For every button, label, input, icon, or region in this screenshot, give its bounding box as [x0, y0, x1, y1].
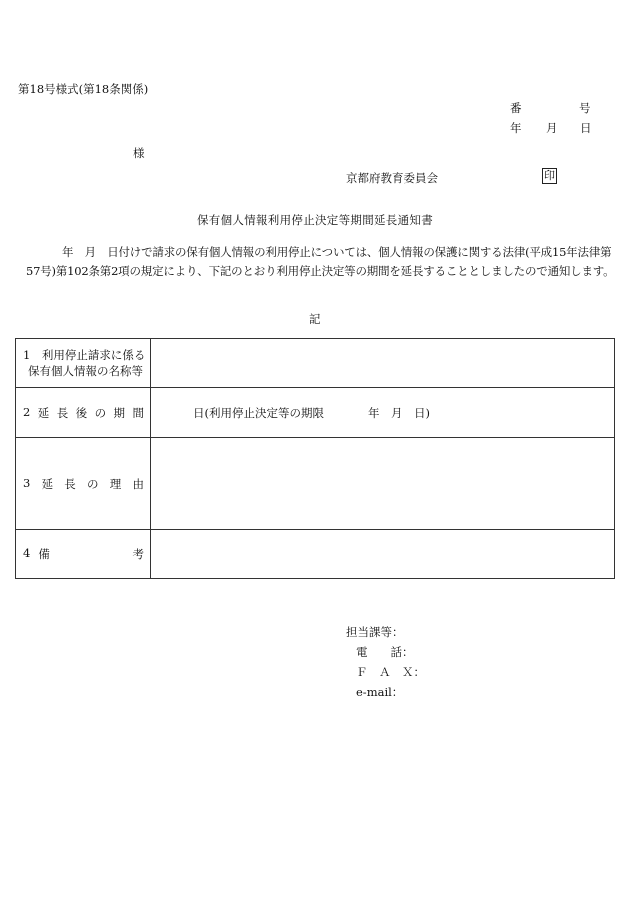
- document-title: 保有個人情報利用停止決定等期間延長通知書: [197, 213, 433, 227]
- table-row: [16, 530, 615, 579]
- date-month-label: 月: [546, 121, 558, 135]
- row-value-reason: [151, 438, 615, 530]
- table-row: [16, 388, 615, 438]
- row-label-remarks: 4 備 考: [16, 530, 151, 579]
- row-label-reason: 3 延 長 の 理 由: [16, 438, 151, 530]
- table-row: [16, 438, 615, 530]
- period-date: 年 月 日): [368, 405, 430, 420]
- issuer-name: 京都府教育委員会: [346, 171, 438, 185]
- row-number: 1: [23, 348, 31, 362]
- body-paragraph: 年 月 日付けで請求の保有個人情報の利用停止については、個人情報の保護に関する法律(平成15年法律第57号)第102条第2項の規定により、下記のとおり利用停止決定等の期間を延長することとしましたので通知します。: [26, 245, 615, 278]
- addressee-honorific: 様: [133, 146, 145, 160]
- contact-fax: Ｆ Ａ Ｘ：: [356, 665, 425, 679]
- number-label: 番: [510, 101, 522, 115]
- contact-phone: 電 話：: [356, 645, 414, 659]
- contact-dept: 担当課等：: [346, 625, 404, 639]
- row-value-remarks: [151, 530, 615, 579]
- row-label-line1: 利用停止請求に係る: [41, 348, 146, 362]
- row-label-period: 2 延 長 後 の 期 間: [16, 388, 151, 438]
- period-prefix: 日(利用停止決定等の期限: [193, 405, 324, 420]
- row-label-name: [16, 339, 151, 388]
- ki-heading: 記: [309, 312, 321, 326]
- row-value-name: [151, 339, 615, 388]
- number-suffix: 号: [579, 101, 591, 115]
- details-table: [15, 338, 615, 579]
- date-day-label: 日: [580, 121, 592, 135]
- form-number: 第18号様式(第18条関係): [18, 82, 149, 96]
- seal-mark: 印: [544, 169, 555, 182]
- contact-email: e-mail：: [356, 685, 404, 699]
- row-label-line2: 保有個人情報の名称等: [28, 364, 143, 378]
- date-year-label: 年: [510, 121, 522, 135]
- contact-block: [346, 622, 425, 702]
- row-value-period: [151, 388, 615, 438]
- table-row: [16, 339, 615, 388]
